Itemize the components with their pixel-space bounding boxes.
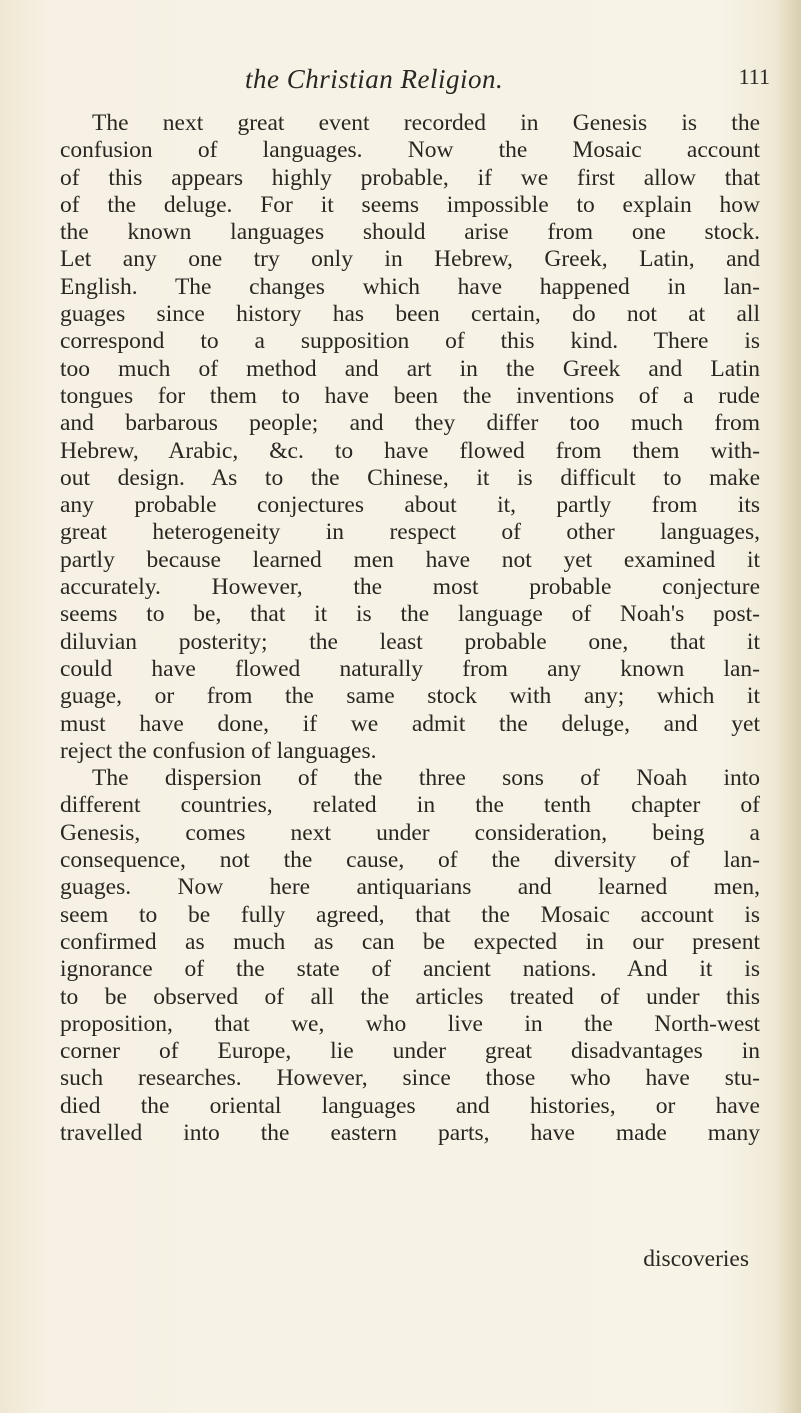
- text-line: consequence, not the cause, of the diversity of lan-: [60, 847, 760, 874]
- text-line: confusion of languages. Now the Mosaic account: [60, 137, 760, 164]
- text-line: such researches. However, since those who have stu-: [60, 1065, 760, 1092]
- text-line: must have done, if we admit the deluge, and yet: [60, 710, 760, 737]
- text-line: Genesis, comes next under consideration, being a: [60, 819, 760, 846]
- text-line: any probable conjectures about it, partly from its: [60, 492, 760, 519]
- text-line: too much of method and art in the Greek and Latin: [60, 355, 760, 382]
- text-line: could have flowed naturally from any known lan-: [60, 655, 760, 682]
- text-line: correspond to a supposition of this kind. There is: [60, 328, 760, 355]
- page-header: [40, 64, 770, 104]
- catchword: discoveries: [643, 1246, 749, 1272]
- text-line: Let any one try only in Hebrew, Greek, Latin, and: [60, 246, 760, 273]
- text-line: guages. Now here antiquarians and learned men,: [60, 874, 760, 901]
- text-line: seem to be fully agreed, that the Mosaic account is: [60, 901, 760, 928]
- text-line: partly because learned men have not yet examined it: [60, 546, 760, 573]
- page-edge: [775, 0, 801, 1413]
- text-line: ignorance of the state of ancient nations. And it is: [60, 956, 760, 983]
- text-line: confirmed as much as can be expected in our present: [60, 928, 760, 955]
- text-line: and barbarous people; and they differ too much from: [60, 410, 760, 437]
- text-line: reject the confusion of languages.: [60, 737, 377, 764]
- page-number: 111: [738, 64, 770, 89]
- text-line: out design. As to the Chinese, it is difficult to make: [60, 464, 760, 491]
- text-line: died the oriental languages and histories, or have: [60, 1092, 760, 1119]
- text-line: different countries, related in the tenth chapter of: [60, 792, 760, 819]
- text-line: to be observed of all the articles treated of under this: [60, 983, 760, 1010]
- text-line: diluvian posterity; the least probable one, that it: [60, 628, 760, 655]
- body-text: [60, 110, 760, 1147]
- text-line: The dispersion of the three sons of Noah into: [92, 765, 760, 792]
- text-line: of the deluge. For it seems impossible to explain how: [60, 191, 760, 218]
- text-line: proposition, that we, who live in the North-west: [60, 1010, 760, 1037]
- text-line: great heterogeneity in respect of other languages,: [60, 519, 760, 546]
- text-line: seems to be, that it is the language of Noah's post-: [60, 601, 760, 628]
- text-line: tongues for them to have been the inventions of a rude: [60, 382, 760, 409]
- text-line: The next great event recorded in Genesis is the: [92, 110, 760, 136]
- text-line: of this appears highly probable, if we first allow that: [60, 164, 760, 191]
- running-title: the Christian Religion.: [245, 64, 504, 94]
- text-line: the known languages should arise from one stock.: [60, 219, 760, 246]
- text-line: corner of Europe, lie under great disadvantages in: [60, 1038, 760, 1065]
- text-line: travelled into the eastern parts, have made many: [60, 1119, 760, 1146]
- text-line: guage, or from the same stock with any; which it: [60, 683, 760, 710]
- text-line: accurately. However, the most probable conjecture: [60, 574, 760, 601]
- text-line: guages since history has been certain, do not at all: [60, 301, 760, 328]
- text-line: Hebrew, Arabic, &c. to have flowed from them with-: [60, 437, 760, 464]
- text-line: English. The changes which have happened in lan-: [60, 273, 760, 300]
